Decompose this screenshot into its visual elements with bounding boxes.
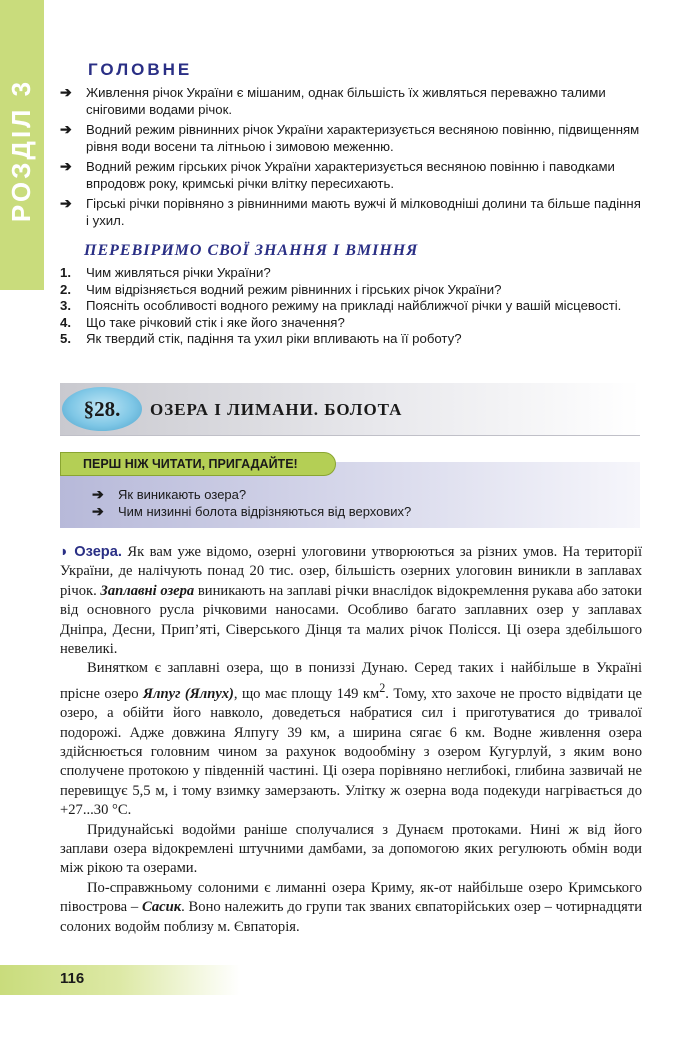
- summary-item: [60, 121, 646, 155]
- term: Сасик: [141, 899, 182, 916]
- summary-item: [60, 84, 646, 118]
- paragraph-text: . Воно належить до групи так званих євпаторійських озер – чотирнадцяти солоних водойм поблизу м. Євпаторія.: [60, 899, 643, 935]
- body-text: [60, 543, 642, 937]
- summary-item-text: Гірські річки порівняно з рівнинними мають вужчі й мілководніші долини та більше падіння і ухил.: [86, 196, 641, 228]
- question-text: Чим відрізняється водний режим рівнинних і гірських річок України?: [86, 281, 502, 297]
- term: Заплавні озера: [100, 582, 195, 599]
- summary-item: [60, 158, 646, 192]
- summary-item-text: Живлення річок України є мішаним, однак більшість їх живляться переважно талими сніговими водами річок.: [86, 85, 606, 117]
- summary-list: [60, 84, 646, 232]
- summary-heading: ГОЛОВНЕ: [88, 60, 193, 79]
- question-item: [60, 298, 646, 315]
- chapter-side-label: [0, 60, 44, 240]
- question-list: [60, 265, 646, 348]
- superscript: 2: [379, 680, 386, 695]
- paragraph: [60, 543, 642, 659]
- paragraph-text: Придунайські водойми раніше сполучалися з Дунаєм протоками. Нині ж від його заплави озера відокремлені штучними дамбами, за допомогою яких регулюють обмін води між рікою та озерами.: [60, 821, 642, 877]
- term: Ялпуг (Ялпух): [142, 685, 234, 702]
- question-text: Як твердий стік, падіння та ухил ріки впливають на її роботу?: [86, 331, 462, 346]
- arrow-right-icon: ➔: [92, 503, 104, 519]
- question-text: Поясніть особливості водного режиму на прикладі найближчої річки у вашій місцевості.: [86, 298, 622, 313]
- question-number: 3.: [60, 298, 71, 313]
- section-number: §28.: [83, 396, 121, 421]
- lakes-label: Озера.: [74, 544, 122, 560]
- question-item: [60, 315, 646, 332]
- remember-item: [92, 486, 612, 503]
- paragraph-text: виникають на заплаві річки внаслідок відокремлення рукава або затоки від основного русла річковими наносами. Особливо багато заплавних озер у заплавах Дніпра, Десни, Прип’яті, Сіверського Дінця та малих річок Полісся. Ці озера здебільшого невеликі.: [60, 582, 642, 658]
- question-number: 5.: [60, 331, 71, 346]
- summary-item: [60, 195, 646, 229]
- paragraph-text: , що має площу 149 км: [233, 685, 380, 702]
- paragraph: [60, 879, 642, 937]
- question-text: Чим живляться річки України?: [86, 265, 271, 280]
- arrow-right-icon: ➔: [92, 486, 104, 502]
- paragraph: [60, 821, 642, 879]
- check-heading: ПЕРЕВІРИМО СВОЇ ЗНАННЯ І ВМІННЯ: [84, 242, 419, 259]
- summary-item-text: Водний режим рівнинних річок України характеризується весняною повінню, підвищенням рівня води восени та літньою і зимовою меженню.: [86, 122, 640, 154]
- arrow-right-icon: ➔: [60, 195, 72, 211]
- question-item: [60, 331, 646, 348]
- paragraph: [60, 659, 642, 820]
- paragraph-text: . Тому, хто захоче не просто відвідати це озеро, а обійти його навколо, доведеться набратися сил і приготуватися до тривалої подорожі. Адже довжина Ялпугу 39 км, а ширина сягає 6 км. Водне живлення озера здійснюється головним чином за рахунок водообміну з озером Кугурлуй, з яким воно сполучене протокою у південній частині. Ці озера порівняно неглибокі, глибина зазвичай не перевищує 5,5 м, і тому взимку замерзають. Улітку ж озерна вода подекуди нагрівається до +27...30 °С.: [60, 685, 642, 819]
- remember-tab-label: ПЕРШ НІЖ ЧИТАТИ, ПРИГАДАЙТЕ!: [83, 457, 298, 471]
- chapter-label: РОЗДІЛ 3: [6, 78, 37, 222]
- arrow-right-icon: ➔: [60, 121, 72, 137]
- paragraph-marker-icon: ◗: [60, 544, 75, 560]
- paragraph-text: По-справжньому солоними є лиманні озера Криму, як-от найбільше озеро Кримського півострова –: [60, 879, 642, 916]
- summary-item-text: Водний режим гірських річок України характеризується весняною повінню і паводками впродовж року, кримські річки влітку пересихають.: [86, 159, 615, 191]
- remember-tab: [60, 452, 336, 476]
- section-number-badge: [62, 387, 142, 431]
- question-item: [60, 282, 646, 299]
- paragraph-text: Винятком є заплавні озера, що в пониззі Дунаю. Серед таких і найбільше в Україні прісне озеро: [60, 660, 642, 702]
- footer-bar: [0, 965, 240, 995]
- question-item: [60, 265, 646, 282]
- remember-item-text: Чим низинні болота відрізняються від верхових?: [118, 504, 412, 519]
- paragraph-text: Як вам уже відомо, озерні улоговини утворюються за різних умов. На території України, де налічують понад 20 тис. озер, більшість озерних улоговин виникли в заплавах річок.: [60, 544, 643, 599]
- arrow-right-icon: ➔: [60, 158, 72, 174]
- remember-item-text: Як виникають озера?: [118, 487, 247, 502]
- question-text: Що таке річковий стік і яке його значення?: [86, 314, 345, 330]
- question-number: 2.: [60, 281, 71, 297]
- question-number: 4.: [60, 314, 71, 330]
- question-number: 1.: [60, 265, 71, 280]
- section-title: ОЗЕРА І ЛИМАНИ. БОЛОТА: [150, 400, 403, 419]
- remember-item: [92, 503, 612, 520]
- remember-list: [92, 486, 612, 520]
- arrow-right-icon: ➔: [60, 84, 72, 100]
- page-number: 116: [60, 970, 85, 987]
